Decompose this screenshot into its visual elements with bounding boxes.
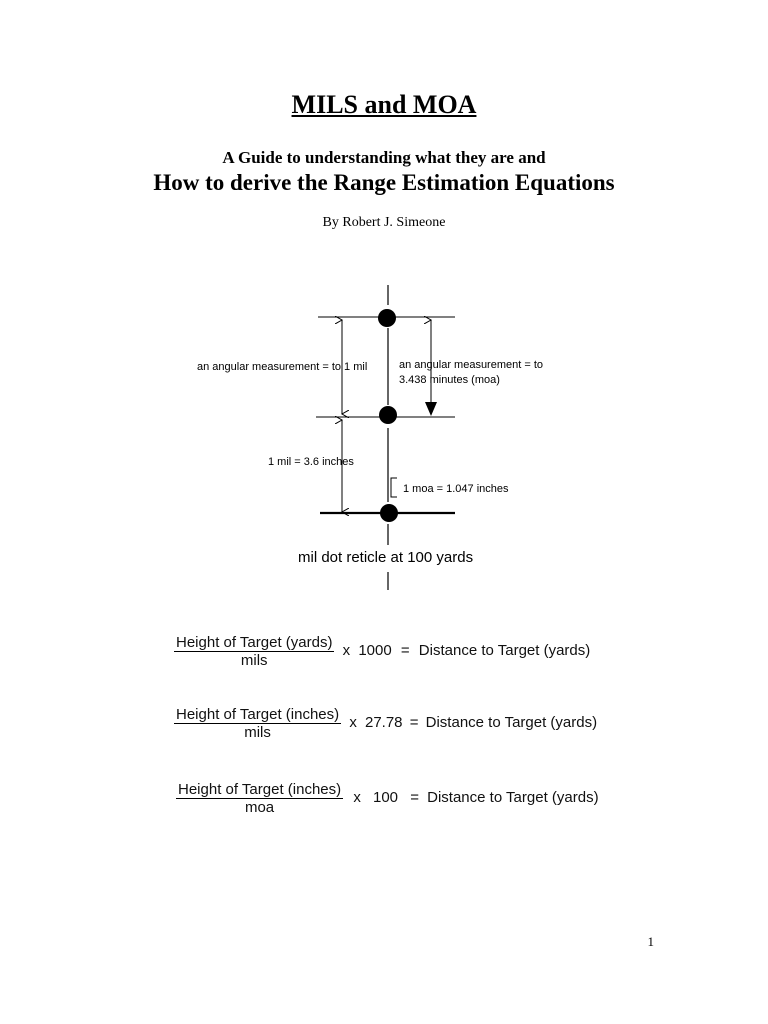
equation-2-numerator: Height of Target (inches): [176, 706, 340, 723]
equation-2-result: Distance to Target (yards): [425, 714, 598, 732]
label-moa-angle-line2: 3.438 minutes (moa): [399, 374, 500, 386]
moa-arrowhead: [425, 402, 437, 416]
equation-1-numerator: Height of Target (yards): [176, 634, 333, 651]
equation-2-equals: =: [409, 714, 419, 732]
equation-3-denominator: moa: [244, 799, 275, 816]
equation-3-fraction: [176, 781, 343, 816]
equation-2: [174, 706, 597, 741]
mil-dot-middle: [379, 406, 397, 424]
mil-dot-top: [378, 309, 396, 327]
equation-1-result: Distance to Target (yards): [418, 642, 591, 660]
equation-1-operator: x: [342, 642, 351, 660]
equation-3-numerator: Height of Target (inches): [178, 781, 342, 798]
equation-3-operator: x: [353, 789, 361, 807]
equation-2-operator: x: [349, 714, 357, 732]
equation-3-equals: =: [410, 789, 419, 807]
diagram-caption: mil dot reticle at 100 yards: [298, 549, 474, 566]
equation-1-fraction: [174, 634, 334, 669]
label-mil-angle: an angular measurement = to 1 mil: [197, 361, 368, 373]
equation-2-factor: 27.78: [364, 714, 403, 732]
document-subtitle-2: How to derive the Range Estimation Equations: [153, 170, 615, 195]
equation-1-equals: =: [400, 642, 410, 660]
equation-1-denominator: mils: [240, 652, 268, 669]
equation-3: [176, 781, 599, 816]
document-title: MILS and MOA: [291, 90, 477, 119]
equation-1: [174, 634, 590, 669]
mil-dot-bottom: [380, 504, 398, 522]
equation-2-fraction: [174, 706, 341, 741]
equation-3-result: Distance to Target (yards): [427, 789, 599, 807]
label-moa-angle-line1: an angular measurement = to: [399, 359, 544, 371]
page-number: 1: [647, 934, 654, 949]
label-mil-inches: 1 mil = 3.6 inches: [268, 456, 354, 468]
moa-bracket: [391, 478, 397, 497]
equation-3-factor: 100: [372, 789, 399, 807]
label-moa-inches: 1 moa = 1.047 inches: [403, 483, 509, 495]
equation-1-factor: 1000: [358, 642, 392, 660]
author-line: By Robert J. Simeone: [322, 215, 446, 230]
equation-2-denominator: mils: [244, 724, 271, 741]
document-subtitle: A Guide to understanding what they are and: [222, 148, 546, 167]
